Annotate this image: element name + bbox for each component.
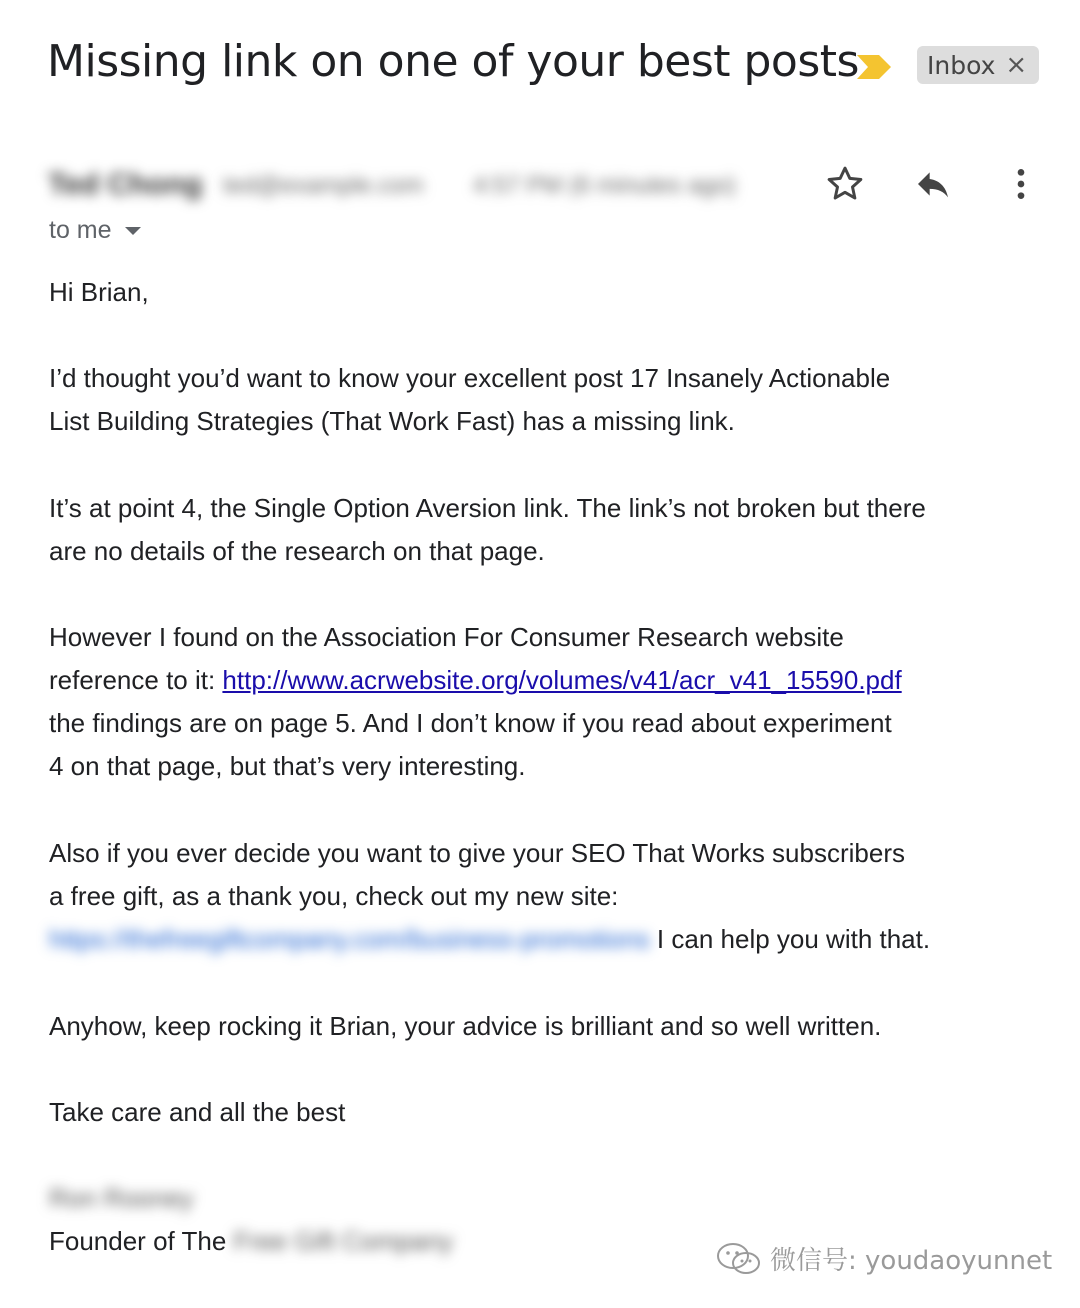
- reply-button[interactable]: [911, 162, 955, 206]
- more-options-button[interactable]: [999, 162, 1043, 206]
- paragraph-1-line-2: List Building Strategies (That Work Fast) has a missing link.: [49, 406, 735, 436]
- paragraph-5: Anyhow, keep rocking it Brian, your advice is brilliant and so well written.: [49, 1011, 882, 1041]
- paragraph-3-line-2: [49, 659, 902, 702]
- recipient-details-toggle[interactable]: [49, 216, 142, 245]
- watermark-text: 微信号: youdaoyunnet: [770, 1246, 1053, 1276]
- signature-title-prefix: Founder of The: [49, 1226, 234, 1256]
- paragraph-3-prefix: reference to it:: [49, 665, 223, 695]
- email-subject: Missing link on one of your best posts: [47, 36, 859, 87]
- sender-email: ted@example.com: [223, 172, 424, 199]
- sender-row: [48, 166, 1048, 206]
- recipient-label: to me: [49, 216, 112, 244]
- paragraph-4-suffix: I can help you with that.: [649, 924, 931, 954]
- sent-time: 4:57 PM (6 minutes ago): [473, 172, 736, 199]
- paragraph-2-line-2: are no details of the research on that page.: [49, 536, 545, 566]
- signature-name-blurred: Ron Rooney: [49, 1183, 194, 1213]
- caret-down-icon: [124, 225, 142, 237]
- wechat-watermark: [716, 1240, 1052, 1277]
- signature-title: [49, 1220, 453, 1263]
- star-icon: [825, 164, 865, 204]
- subject-row: [47, 34, 1047, 98]
- remove-label-icon[interactable]: ×: [1005, 50, 1028, 80]
- more-vert-icon: [1001, 164, 1041, 204]
- sender-name: Ted Chong: [48, 168, 203, 201]
- paragraph-4-line-2: a free gift, as a thank you, check out my new site:: [49, 881, 619, 911]
- paragraph-1-line-1: I’d thought you’d want to know your excellent post 17 Insanely Actionable: [49, 363, 891, 393]
- blurred-site-link[interactable]: https://thefreegiftcompany.com/business-promotions: [49, 924, 650, 954]
- label-chip-text: Inbox: [927, 50, 996, 80]
- reply-icon: [913, 164, 953, 204]
- paragraph-3-line-3: the findings are on page 5. And I don’t know if you read about experiment: [49, 708, 892, 738]
- importance-marker-icon[interactable]: [857, 52, 893, 82]
- paragraph-2-line-1: It’s at point 4, the Single Option Aversion link. The link’s not broken but there: [49, 493, 926, 523]
- greeting: Hi Brian,: [49, 277, 149, 307]
- star-button[interactable]: [823, 162, 867, 206]
- research-pdf-link[interactable]: http://www.acrwebsite.org/volumes/v41/acr_v41_15590.pdf: [222, 665, 902, 695]
- paragraph-3-line-1: However I found on the Association For Consumer Research website: [49, 622, 844, 652]
- paragraph-4-line-3: [49, 918, 930, 961]
- paragraph-3-line-4: 4 on that page, but that’s very interesting.: [49, 751, 526, 781]
- signature-name: [49, 1177, 194, 1220]
- label-chip-inbox[interactable]: [917, 46, 1039, 84]
- signature-company-blurred: Free Gift Company: [233, 1226, 454, 1256]
- paragraph-4-line-1: Also if you ever decide you want to give your SEO That Works subscribers: [49, 838, 905, 868]
- wechat-logo-icon: [716, 1242, 762, 1276]
- paragraph-6: Take care and all the best: [49, 1097, 346, 1127]
